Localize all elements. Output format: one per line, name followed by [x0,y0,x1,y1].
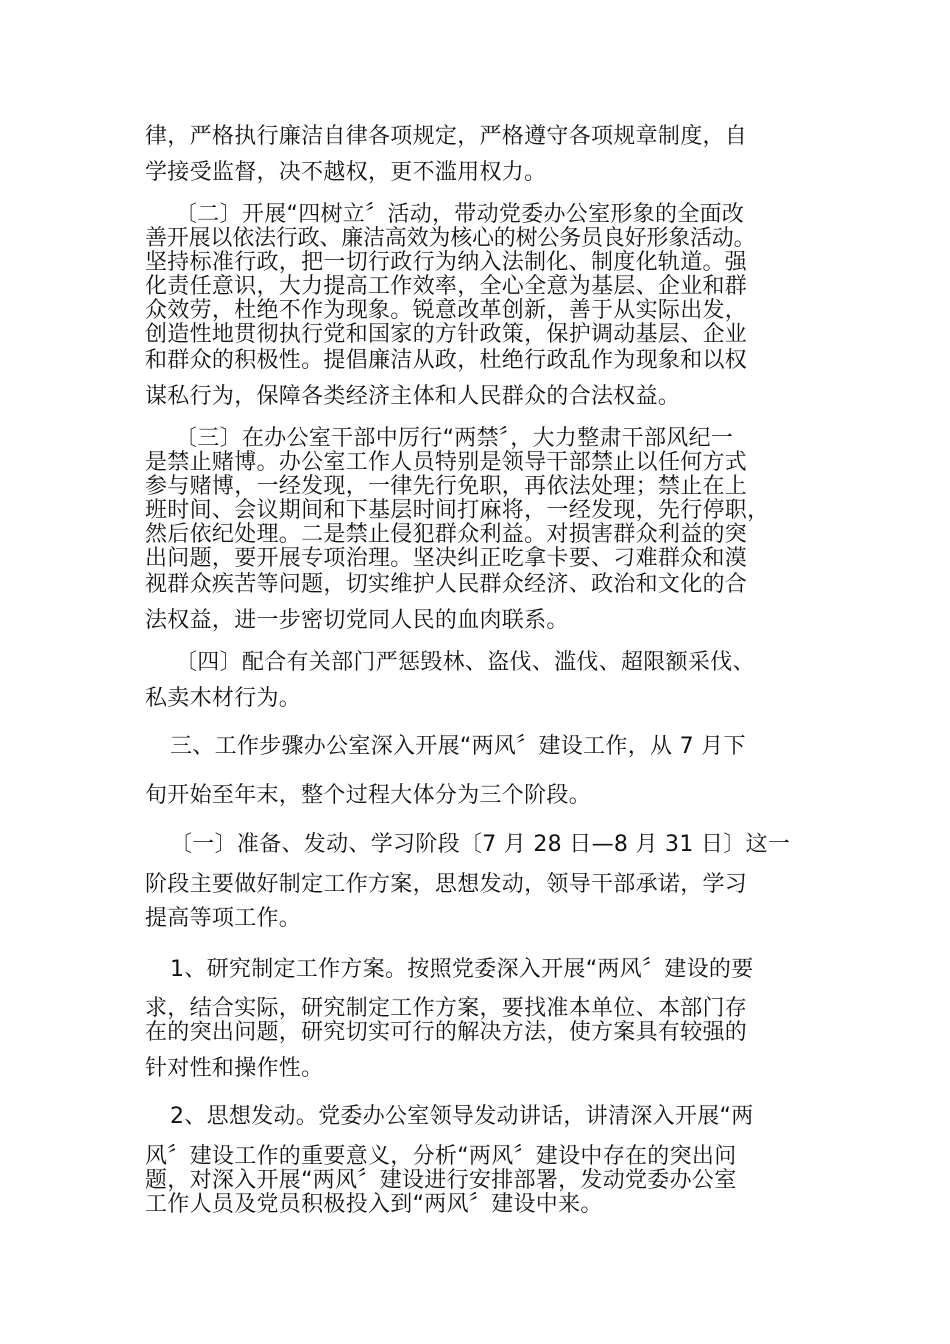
text-line: 律，严格执行廉洁自律各项规定，严格遵守各项规章制度，自 [145,124,748,149]
text-line: 是禁止赌博。办公室工作人员特别是领导干部禁止以任何方式 [145,450,748,475]
text-line: 班时间、会议期间和下基层时间打麻将，一经发现，先行停职， [145,498,770,523]
text-line: 出问题，要开展专项治理。坚决纠正吃拿卡要、刁难群众和漠 [145,546,748,571]
text-line: 和群众的积极性。提倡廉洁从政，杜绝行政乱作为现象和以权 [145,348,748,373]
text-line: 题，对深入开展“两风〞建设进行安排部署，发动党委办公室 [145,1168,737,1193]
text-line: 众效劳，杜绝不作为现象。锐意改革创新，善于从实际出发， [145,298,748,323]
text-line: 求，结合实际，研究制定工作方案，要找准本单位、本部门存 [145,996,748,1021]
text-line: 私卖木材行为。 [145,686,302,711]
text-line: 化责任意识，大力提高工作效率，全心全意为基层、企业和群 [145,274,748,299]
text-line: 〔一〕准备、发动、学习阶段〔7 月 28 日—8 月 31 日〕这一 [170,832,791,857]
text-line: 善开展以依法行政、廉洁高效为核心的树公务员良好形象活动。 [145,226,756,251]
text-line: 创造性地贯彻执行党和国家的方针政策，保护调动基层、企业 [145,322,748,347]
text-line: 然后依纪处理。二是禁止侵犯群众利益。对损害群众利益的突 [145,522,748,547]
text-line: 法权益，进一步密切党同人民的血肉联系。 [145,608,569,633]
text-line: 提高等项工作。 [145,906,302,931]
text-line: 谋私行为，保障各类经济主体和人民群众的合法权益。 [145,384,681,409]
text-line: 三、工作步骤办公室深入开展“两风〞建设工作，从 7 月下 [170,734,746,759]
text-line: 1、研究制定工作方案。按照党委深入开展“两风〞建设的要 [170,957,754,982]
text-line: 2、思想发动。党委办公室领导发动讲话，讲清深入开展“两 [170,1104,754,1129]
text-line: 风〞建设工作的重要意义，分析“两风〞建设中存在的突出问 [145,1144,737,1169]
text-line: 在的突出问题，研究切实可行的解决方法，使方案具有较强的 [145,1020,748,1045]
text-line: 针对性和操作性。 [145,1056,324,1081]
text-line: 工作人员及党员积极投入到“两风〞建设中来。 [145,1192,603,1217]
text-line: 参与赌博，一经发现，一律先行免职，再依法处理；禁止在上 [145,474,748,499]
text-line: 阶段主要做好制定工作方案，思想发动，领导干部承诺，学习 [145,872,748,897]
text-line: 〔三〕在办公室干部中厉行“两禁〞，大力整肃干部风纪一 [175,426,734,451]
text-line: 旬开始至年末，整个过程大体分为三个阶段。 [145,783,592,808]
text-line: 视群众疾苦等问题，切实维护人民群众经济、政治和文化的合 [145,572,748,597]
text-line: 〔二〕开展“四树立〞活动，带动党委办公室形象的全面改 [175,202,745,227]
text-line: 学接受监督，决不越权，更不滥用权力。 [145,160,547,185]
text-line: 坚持标准行政，把一切行政行为纳入法制化、制度化轨道。强 [145,250,748,275]
text-line: 〔四〕配合有关部门严惩毁林、盗伐、滥伐、超限额采伐、 [175,650,755,675]
